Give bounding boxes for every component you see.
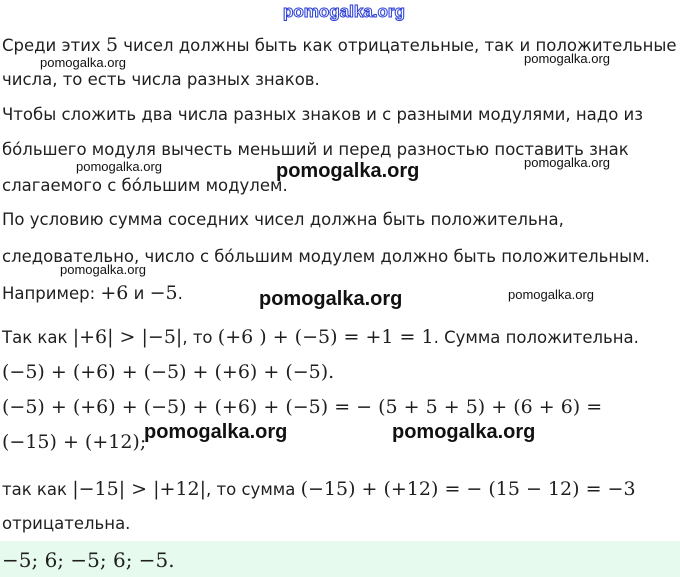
text-line bbox=[2, 327, 639, 348]
math-expression: (−5) + (+6) + (−5) + (+6) + (−5) = − (5 + 5 + 5) + (6 + 6) = bbox=[2, 396, 603, 418]
watermark-small: pomogalka.org bbox=[524, 51, 610, 66]
watermark-small: pomogalka.org bbox=[40, 55, 126, 70]
watermark-top: pomogalka.org bbox=[283, 2, 405, 21]
answer-text: −5; 6; −5; 6; −5. bbox=[2, 548, 175, 572]
text-line bbox=[2, 362, 334, 383]
math-expression: (−15) + (+12); bbox=[2, 431, 147, 453]
text-line bbox=[2, 432, 146, 453]
math-expression: −5 bbox=[149, 282, 178, 304]
text-run: Например: bbox=[2, 284, 101, 303]
math-expression: (+6 ) + (−5) = +1 = 1 bbox=[217, 326, 434, 348]
math-expression: |+6| > |−5| bbox=[72, 326, 183, 348]
text-line bbox=[2, 35, 677, 56]
watermark-large: pomogalka.org bbox=[144, 421, 288, 443]
text-line: Чтобы сложить два числа разных знаков и с разными модулями, надо из bbox=[2, 105, 644, 124]
watermark-small: pomogalka.org bbox=[60, 262, 146, 277]
text-line: следовательно, число с бо́льшим модулем должно быть положительным. bbox=[2, 247, 650, 266]
text-run: так как bbox=[2, 480, 73, 499]
math-expression: |−15| > |+12| bbox=[72, 478, 207, 500]
text-run: Так как bbox=[2, 328, 73, 347]
watermark-large: pomogalka.org bbox=[276, 160, 420, 182]
text-run: , то bbox=[182, 328, 218, 347]
text-line: числа, то есть числа разных знаков. bbox=[2, 70, 320, 89]
watermark-large: pomogalka.org bbox=[392, 421, 536, 443]
math-expression: (−15) + (+12) = − (15 − 12) = −3 bbox=[300, 478, 636, 500]
watermark-small: pomogalka.org bbox=[524, 155, 610, 170]
watermark-small: pomogalka.org bbox=[76, 159, 162, 174]
math-expression: +6 bbox=[100, 282, 129, 304]
text-run: и bbox=[128, 284, 150, 303]
text-line: отрицательна. bbox=[2, 514, 131, 533]
text-line: слагаемого с бо́льшим модулем. bbox=[2, 176, 288, 195]
text-run: . bbox=[177, 284, 183, 303]
text-run: чисел должны быть как отрицательные, так и положительные bbox=[118, 36, 677, 55]
text-line bbox=[2, 283, 183, 304]
answer-box bbox=[0, 541, 680, 577]
watermark-large: pomogalka.org bbox=[259, 288, 403, 310]
text-line: бо́льшего модуля вычесть меньший и перед разностью поставить знак bbox=[2, 140, 629, 159]
text-line bbox=[2, 397, 602, 418]
text-run: Среди этих bbox=[2, 36, 106, 55]
math-number: 5 bbox=[105, 34, 119, 56]
text-run: , то сумма bbox=[206, 480, 301, 499]
text-line bbox=[2, 479, 636, 500]
text-line: По условию сумма соседних чисел должна быть положительна, bbox=[2, 210, 564, 229]
watermark-small: pomogalka.org bbox=[508, 287, 594, 302]
math-expression: (−5) + (+6) + (−5) + (+6) + (−5). bbox=[2, 361, 335, 383]
text-run: . Сумма положительна. bbox=[433, 328, 639, 347]
